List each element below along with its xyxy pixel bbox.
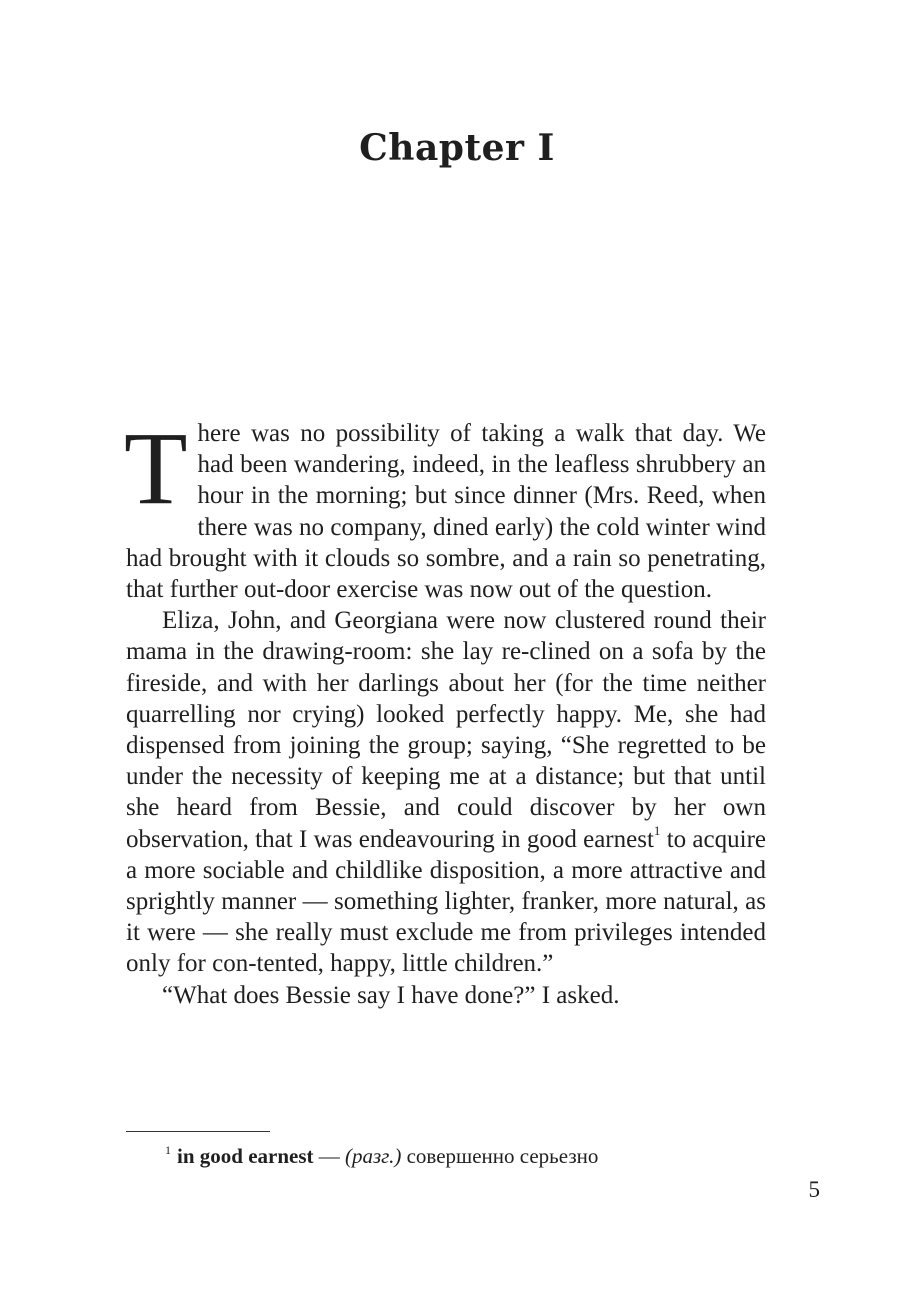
paragraph-2-text-end: to acquire a more sociable and childlike disposition, a more attractive and sprightly manner — something lighter, franker, more natural, as it were — she really must exclude me from privileges intended only for con-tented, happy, little children.”	[126, 825, 766, 978]
paragraph-1-text: here was no possibility of taking a walk that day. We had been wandering, indeed, in the leafless shrubbery an hour in the morning; but since dinner (Mrs. Reed, when there was no company, dined early) the cold winter wind had brought with it clouds so sombre, and a rain so penetrating, that further out-door exercise was now out of the question.	[126, 420, 766, 604]
footnote-number: 1	[165, 1143, 171, 1157]
paragraph-2-text-start: Eliza, John, and Georgiana were now clustered round their mama in the drawing-room: she lay re-clined on a sofa by the fireside, and with her darlings about her (for the time neither quarrelling nor crying) looked perfectly happy. Me, she had dispensed from joining the group; saying, “She regretted to be under the necessity of keeping me at a distance; but that until she heard from Bessie, and could discover by her own observation, that I was endeavouring in good earnest	[126, 607, 766, 853]
chapter-title: Chapter I	[359, 127, 555, 169]
paragraph-2	[126, 605, 766, 979]
footnote-dash: —	[313, 1144, 345, 1168]
footnote-divider	[126, 1131, 270, 1132]
footnote-translation: совершенно серьезно	[401, 1144, 599, 1168]
footnote	[165, 1136, 785, 1170]
paragraph-3: “What does Bessie say I have done?” I asked.	[162, 981, 620, 1009]
footnote-reference[interactable]: 1	[653, 822, 661, 838]
drop-cap: T	[124, 411, 188, 526]
chapter-text	[124, 411, 766, 1011]
footnote-term: in good earnest	[177, 1144, 314, 1168]
page-number: 5	[808, 1177, 820, 1202]
footnote-abbreviation: (разг.)	[345, 1144, 402, 1168]
paragraph-1	[124, 411, 766, 605]
